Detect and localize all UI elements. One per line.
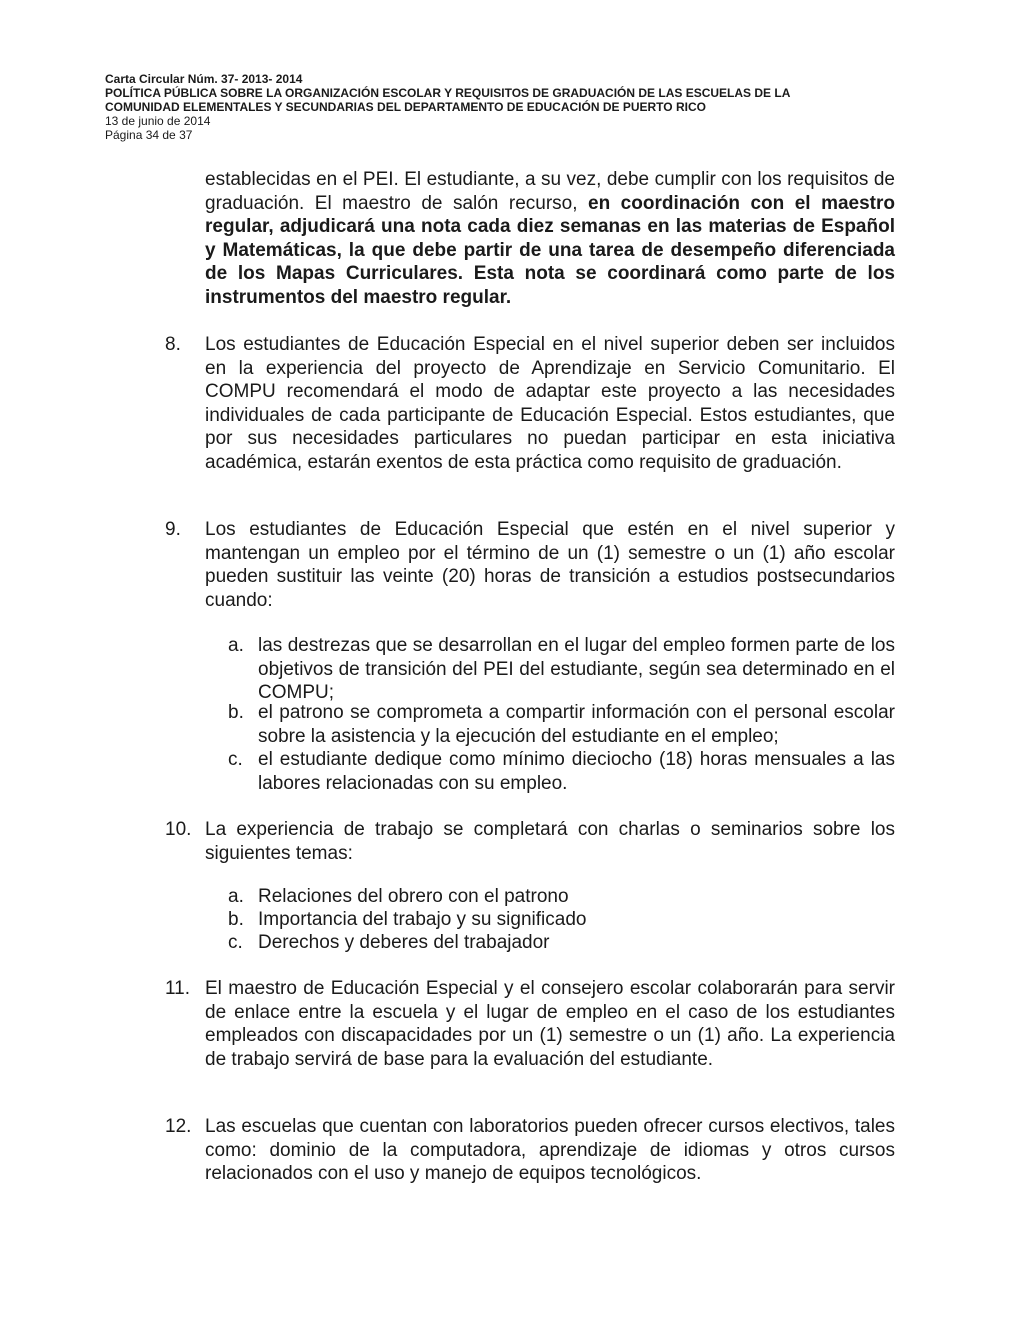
sub-item-text: las destrezas que se desarrollan en el lugar del empleo formen parte de los objetivos de transición del PEI del estudiante, según sea determinado en el COMPU; xyxy=(258,635,895,704)
sub-item-text: Derechos y deberes del trabajador xyxy=(258,932,550,953)
sub-item-text: Relaciones del obrero con el patrono xyxy=(258,886,569,907)
intro-text: establecidas en el PEI. El estudiante, a su vez, debe cumplir con los requisitos de graduación. El maestro de salón recurso, xyxy=(205,169,895,214)
policy-title-line-2: COMUNIDAD ELEMENTALES Y SECUNDARIAS DEL DEPARTAMENTO DE EDUCACIÓN DE PUERTO RICO xyxy=(105,100,706,114)
document-date: 13 de junio de 2014 xyxy=(105,114,211,128)
item-text: La experiencia de trabajo se completará con charlas o seminarios sobre los siguientes temas: xyxy=(205,819,895,864)
item-text: Los estudiantes de Educación Especial en el nivel superior deben ser incluidos en la experiencia del proyecto de Aprendizaje en Servicio Comunitario. El COMPU recomendará el modo de adaptar este proyecto a las necesidades individuales de cada participante de Educación Especial. Estos estudiantes, que por sus necesidades particulares no puedan participar en esta iniciativa académica, estarán exentos de esta práctica como requisito de graduación. xyxy=(205,334,895,473)
page-number: Página 34 de 37 xyxy=(105,128,193,142)
intro-bold-text: en coordinación con el maestro regular, adjudicará una nota cada diez semanas en las materias de Español y Matemáticas, la que debe partir de una tarea de desempeño diferenciada de los Mapas Curriculares. Esta nota se coordinará como parte de los instrumentos del maestro regular. xyxy=(205,192,895,308)
sub-item-letter: c. xyxy=(228,749,243,770)
intro-paragraph xyxy=(205,168,895,310)
item-text: Los estudiantes de Educación Especial que estén en el nivel superior y mantengan un empleo por el término de un (1) semestre o un (1) año escolar pueden sustituir las veinte (20) horas de transición a estudios postsecundarios cuando: xyxy=(205,519,895,611)
sub-item-text: Importancia del trabajo y su significado xyxy=(258,909,587,930)
page-header xyxy=(105,72,935,142)
item-number: 11. xyxy=(165,978,191,999)
circular-title: Carta Circular Núm. 37- 2013- 2014 xyxy=(105,72,303,86)
policy-title-line-1: POLÍTICA PÚBLICA SOBRE LA ORGANIZACIÓN ESCOLAR Y REQUISITOS DE GRADUACIÓN DE LAS ESCUELAS DE LA xyxy=(105,86,791,100)
sub-item-letter: a. xyxy=(228,886,244,907)
sub-item-letter: c. xyxy=(228,932,243,953)
sub-item-letter: b. xyxy=(228,909,244,930)
item-number: 12. xyxy=(165,1116,192,1137)
sub-item-letter: b. xyxy=(228,702,244,723)
item-number: 10. xyxy=(165,819,192,840)
item-text: El maestro de Educación Especial y el consejero escolar colaborarán para servir de enlace entre la escuela y el lugar de empleo en el caso de los estudiantes empleados con discapacidades por un (1) semestre o un (1) año. La experiencia de trabajo servirá de base para la evaluación del estudiante. xyxy=(205,978,895,1070)
item-number: 9. xyxy=(165,519,181,540)
item-text: Las escuelas que cuentan con laboratorios pueden ofrecer cursos electivos, tales como: dominio de la computadora, aprendizaje de idiomas y otros cursos relacionados con el uso y manejo de equipos tecnológicos. xyxy=(205,1116,895,1185)
sub-item-letter: a. xyxy=(228,635,244,656)
sub-item-text: el patrono se comprometa a compartir información con el personal escolar sobre la asistencia y la ejecución del estudiante en el empleo; xyxy=(258,702,895,747)
sub-item-text: el estudiante dedique como mínimo dieciocho (18) horas mensuales a las labores relacionadas con su empleo. xyxy=(258,749,895,794)
item-number: 8. xyxy=(165,334,181,355)
